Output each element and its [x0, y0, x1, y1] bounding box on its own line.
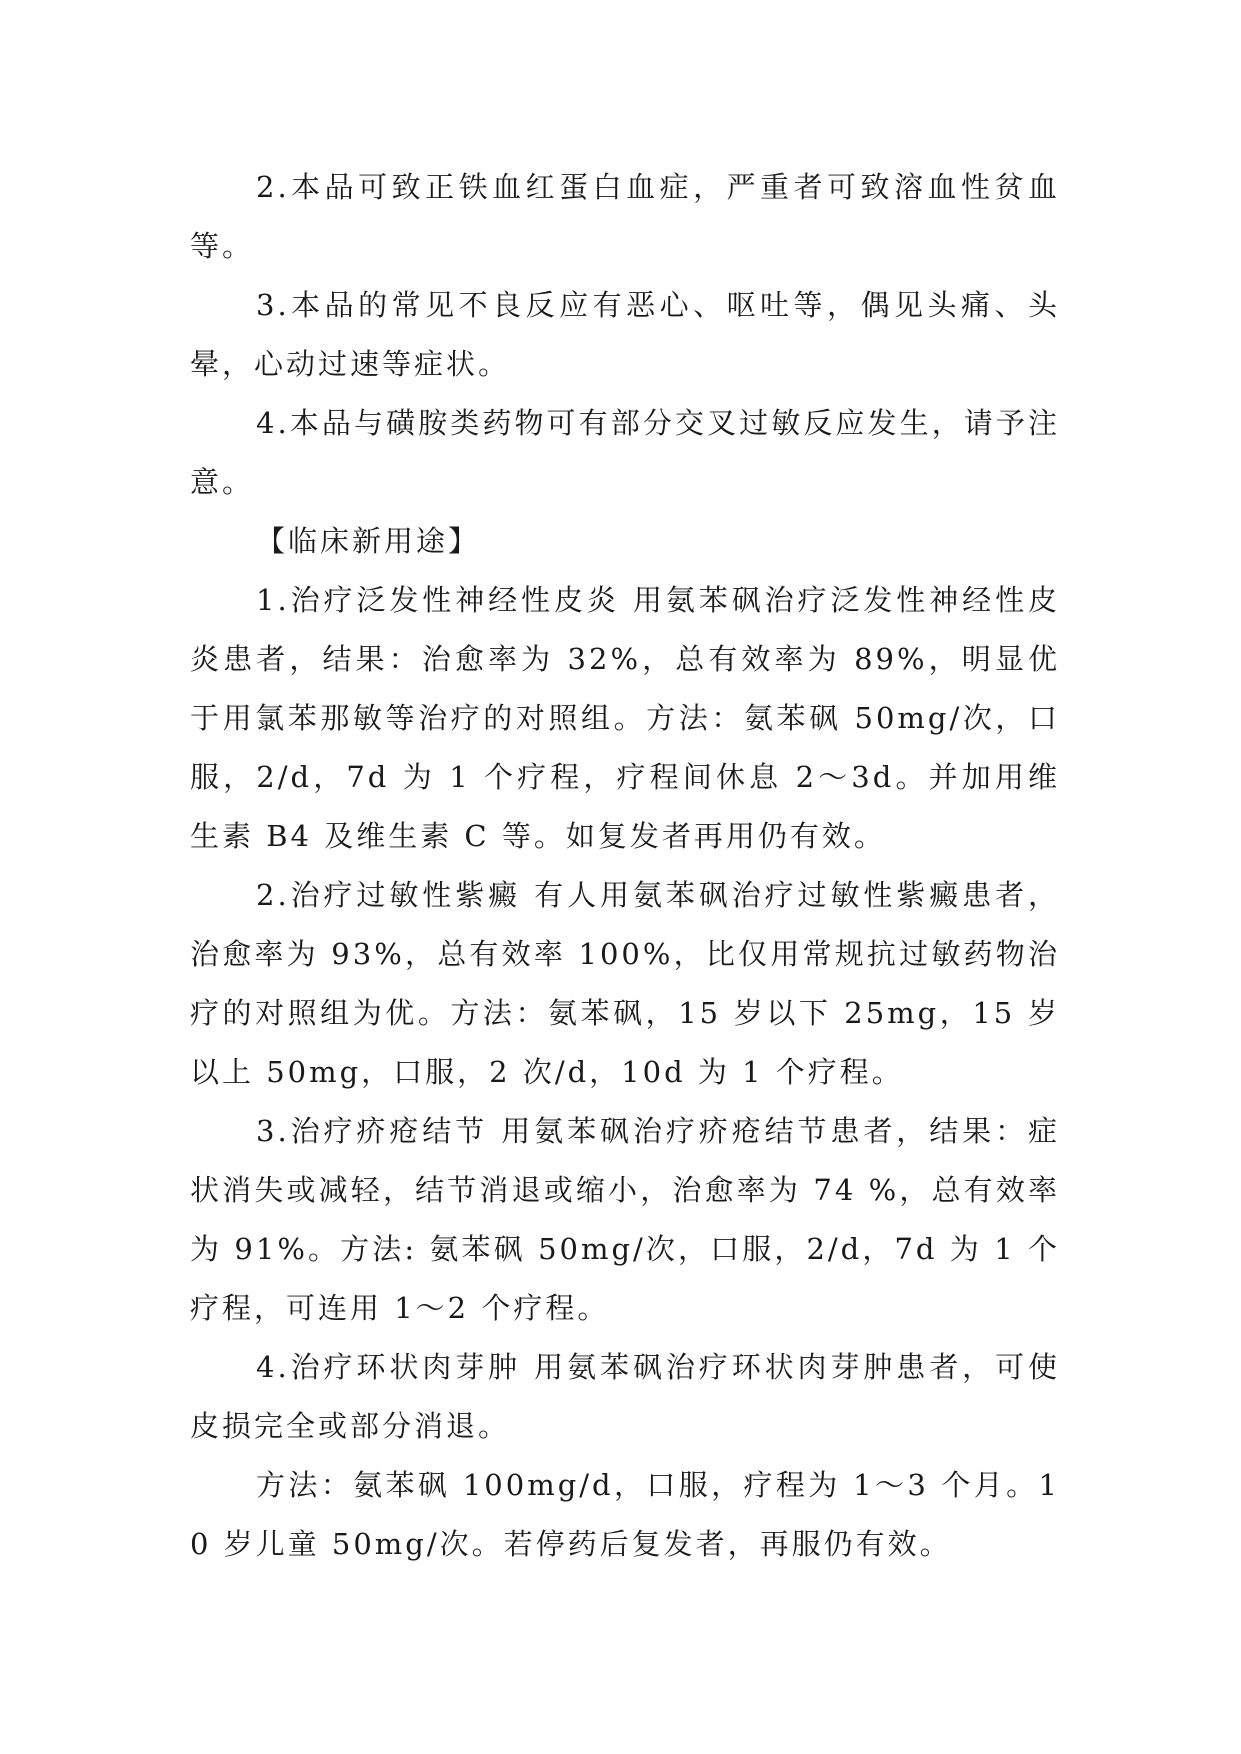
- paragraph-use-scabies-nodules: 3.治疗疥疮结节 用氨苯砜治疗疥疮结节患者，结果：症状消失或减轻，结节消退或缩小，治愈率为 74 %，总有效率为 91%。方法: 氨苯砜 50mg/次，口服，2/d，7d 为 1 个疗程，可连用 1～2 个疗程。: [190, 1114, 1060, 1325]
- paragraph-adverse-reaction-3: 3.本品的常见不良反应有恶心、呕吐等，偶见头痛、头晕，心动过速等症状。: [190, 288, 1060, 381]
- paragraph-adverse-reaction-4: 4.本品与磺胺类药物可有部分交叉过敏反应发生，请予注意。: [190, 406, 1060, 499]
- paragraph-use-granuloma-annulare: 4.治疗环状肉芽肿 用氨苯砜治疗环状肉芽肿患者，可使皮损完全或部分消退。: [190, 1350, 1060, 1443]
- paragraph-use-neurodermatitis: 1.治疗泛发性神经性皮炎 用氨苯砜治疗泛发性神经性皮炎患者，结果：治愈率为 32%，总有效率为 89%，明显优于用氯苯那敏等治疗的对照组。方法：氨苯砜 50mg/次，口服，2/d，7d 为 1 个疗程，疗程间休息 2～3d。并加用维生素 B4 及维生素 C 等。如复发者再用仍有效。: [190, 583, 1060, 853]
- paragraph-adverse-reaction-2: 2.本品可致正铁血红蛋白血症，严重者可致溶血性贫血等。: [190, 170, 1060, 263]
- document-body: [190, 158, 1060, 1574]
- section-heading-new-clinical-uses: 【临床新用途】: [256, 524, 481, 558]
- paragraph-use-allergic-purpura: 2.治疗过敏性紫癜 有人用氨苯砜治疗过敏性紫癜患者，治愈率为 93%，总有效率 100%，比仅用常规抗过敏药物治疗的对照组为优。方法：氨苯砜，15 岁以下 25mg，15 岁以上 50mg，口服，2 次/d，10d 为 1 个疗程。: [190, 878, 1060, 1089]
- paragraph-method-dosage: 方法：氨苯砜 100mg/d，口服，疗程为 1～3 个月。10 岁儿童 50mg/次。若停药后复发者，再服仍有效。: [190, 1468, 1060, 1561]
